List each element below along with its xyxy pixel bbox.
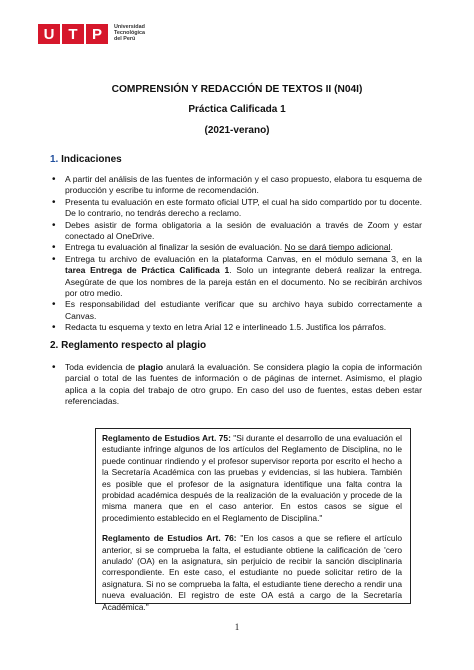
list-item — [52, 242, 422, 253]
list-item — [52, 254, 422, 300]
utp-logo-mark — [38, 24, 108, 44]
section-2-heading: 2. Reglamento respecto al plagio — [50, 340, 207, 351]
list-item: • Presenta tu evaluación en este formato oficial UTP, el cual ha sido compartido por tu docente. De lo contrario, no tendrás derecho a reclamo. — [52, 197, 422, 220]
plagio-word: plagio — [137, 362, 164, 372]
instructions-list — [52, 174, 422, 334]
logo-text-line: del Perú — [114, 35, 136, 42]
regulations-box — [95, 428, 411, 612]
plagiarism-list — [52, 362, 422, 408]
section-1-number: 1. — [50, 154, 59, 165]
list-item — [52, 362, 422, 408]
item-text: Toda evidencia de — [65, 362, 138, 372]
page-number: 1 — [234, 622, 240, 632]
section-1-heading — [50, 154, 122, 165]
utp-logo — [38, 24, 145, 44]
document-term: (2021-verano) — [204, 125, 270, 136]
art76-text: "En los casos a que se refiere el artículo anterior, si se comprueba la falta, el estudiante obtiene la calificación de 'cero anulado' (OA) en la asignatura, sin perjuicio de recibir la sanción disciplinaria correspondiente. En este caso, el estudiante no puede solicitar retiro de la asignatura. Si no se comprueba la falta, el estudiante tiene derecho a rendir una nueva evaluación. El registro de este OA está a cargo de la Secretaría Académica." — [102, 533, 403, 612]
logo-text — [114, 25, 145, 42]
document-subtitle: Práctica Calificada 1 — [188, 104, 286, 115]
item-text: . — [390, 242, 393, 253]
task-name: tarea Entrega de Práctica Calificada 1 — [65, 265, 230, 276]
list-item: • Debes asistir de forma obligatoria a la sesión de evaluación a través de Zoom y estar conectado al OneDrive. — [52, 220, 422, 243]
art76-paragraph — [102, 533, 402, 613]
no-extra-time-note: No se dará tiempo adicional — [284, 242, 391, 253]
art75-label: Reglamento de Estudios Art. 75: — [102, 433, 231, 443]
art75-paragraph — [102, 433, 402, 524]
art76-label: Reglamento de Estudios Art. 76: — [102, 533, 237, 544]
logo-letter-u: U — [43, 25, 55, 43]
list-item: • Es responsabilidad del estudiante verificar que su archivo haya subido correctamente a Canvas. — [52, 299, 422, 322]
logo-letter-t: T — [68, 25, 78, 43]
section-1-title: Indicaciones — [61, 154, 122, 165]
list-item: • Redacta tu esquema y texto en letra Arial 12 e interlineado 1.5. Justifica los párrafos. — [52, 322, 422, 333]
logo-text-line: Universidad — [114, 24, 145, 31]
list-item: • A partir del análisis de las fuentes de información y el caso propuesto, elabora tu esquema de producción y escribe tu informe de recomendación. — [52, 174, 422, 197]
document-title: COMPRENSIÓN Y REDACCIÓN DE TEXTOS II (N04I) — [111, 84, 363, 95]
item-text: anulará la evaluación. Se considera plagio la copia de información parcial o total de las fuentes de información o de páginas de internet. Asimismo, el plagio aplica a la copia del trabajo de otro grupo. En caso del uso de fuentes, estas deben estar referenciadas. — [65, 362, 422, 407]
logo-text-line: Tecnológica — [114, 30, 146, 37]
art75-text: "Si durante el desarrollo de una evaluación el estudiante infringe algunos de los artículos del Reglamento de Disciplina, no le puede continuar rindiendo y el profesor supervisor reporta por escrito el hecho a la Secretaría Académica con las pruebas y evidencias, si las hubiera. También es posible que el profesor de la asignatura identifique una falta contra la probidad académica después de la realización de la evaluación y procede de la misma manera que en el caso anterior. En estos casos se sigue el procedimiento establecido en el Reglamento de Disciplina." — [102, 433, 403, 523]
logo-letter-p: P — [91, 25, 102, 43]
item-text: . Solo un integrante deberá realizar la entrega. Asegúrate de que los nombres de la pareja están en el documento. No se recibirán archivos por otro medio. — [65, 265, 422, 299]
item-text: Entrega tu archivo de evaluación en la plataforma Canvas, en el módulo semana 3, en la — [65, 253, 422, 264]
item-text: Entrega tu evaluación al finalizar la sesión de evaluación. — [65, 242, 285, 253]
